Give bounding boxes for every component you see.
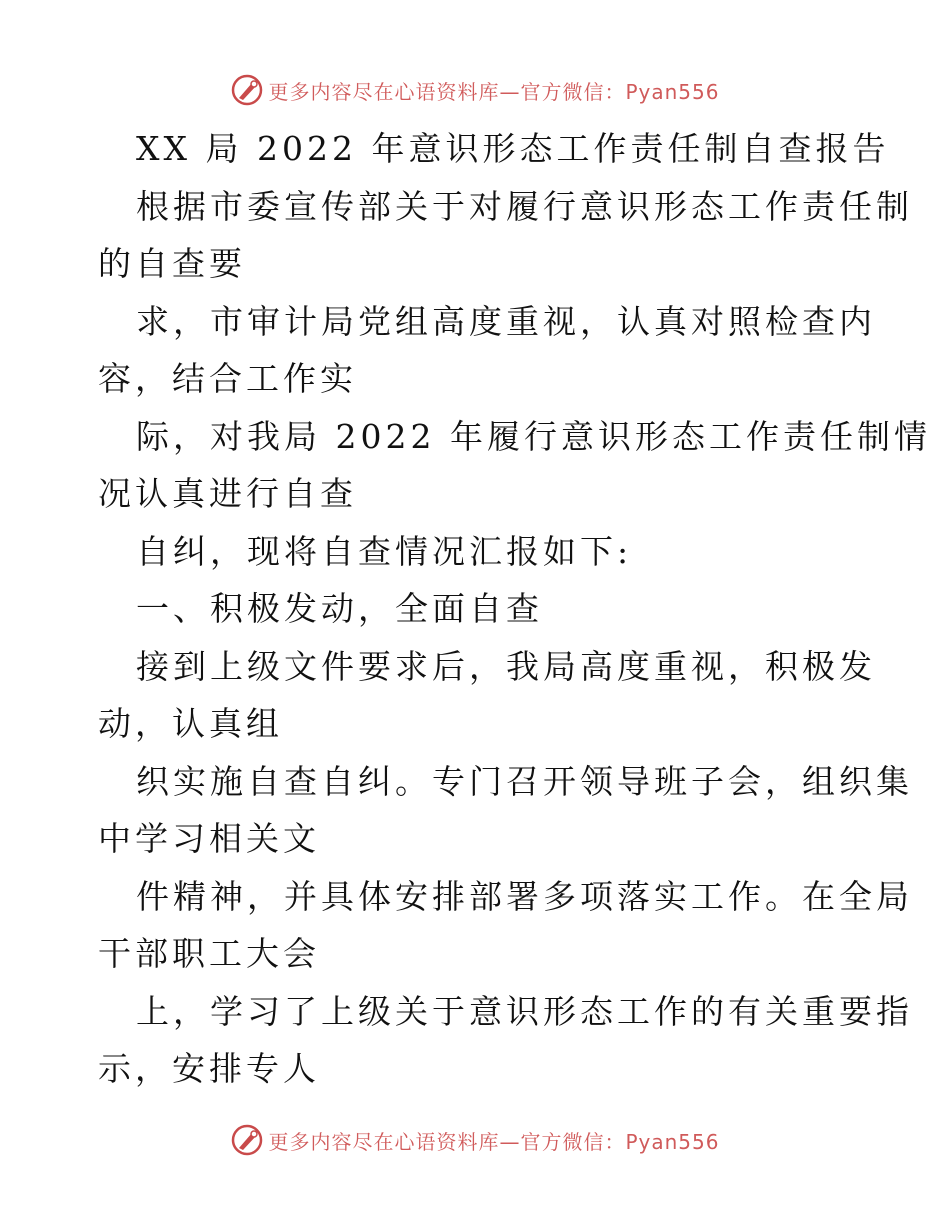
paragraph-line: 干部职工大会 xyxy=(98,934,320,973)
document-body xyxy=(98,120,931,1098)
paragraph-line: 况认真进行自查 xyxy=(98,474,357,513)
pen-seal-logo-icon xyxy=(230,1123,264,1157)
footer-watermark-banner xyxy=(0,1120,950,1160)
paragraph-line: 求，市审计局党组高度重视，认真对照检查内 xyxy=(136,301,876,341)
header-watermark-banner xyxy=(0,70,950,110)
paragraph-line: 中学习相关文 xyxy=(98,819,320,858)
paragraph-line: 示，安排专人 xyxy=(98,1049,320,1088)
paragraph-line: 件精神，并具体安排部署多项落实工作。在全局 xyxy=(136,876,913,916)
paragraph-line: 际，对我局 2022 年履行意识形态工作责任制情 xyxy=(136,416,931,456)
pen-seal-logo-icon xyxy=(230,73,264,107)
paragraph-line: 上，学习了上级关于意识形态工作的有关重要指 xyxy=(136,991,913,1031)
watermark-text: 更多内容尽在心语资料库—官方微信：Pyan556 xyxy=(268,1129,720,1154)
paragraph-line: 自纠，现将自查情况汇报如下: xyxy=(136,531,633,571)
paragraph-line: 接到上级文件要求后，我局高度重视，积极发 xyxy=(136,646,876,686)
paragraph-line: 的自查要 xyxy=(98,244,246,283)
paragraph-line: 织实施自查自纠。专门召开领导班子会，组织集 xyxy=(136,761,913,801)
watermark-text: 更多内容尽在心语资料库—官方微信：Pyan556 xyxy=(268,79,720,104)
paragraph-line: 容，结合工作实 xyxy=(98,359,357,398)
document-title: XX 局 2022 年意识形态工作责任制自查报告 xyxy=(136,129,890,168)
paragraph-line: 动，认真组 xyxy=(98,704,283,743)
paragraph-line: 根据市委宣传部关于对履行意识形态工作责任制 xyxy=(136,186,913,226)
section-heading: 一、积极发动，全面自查 xyxy=(136,589,543,628)
